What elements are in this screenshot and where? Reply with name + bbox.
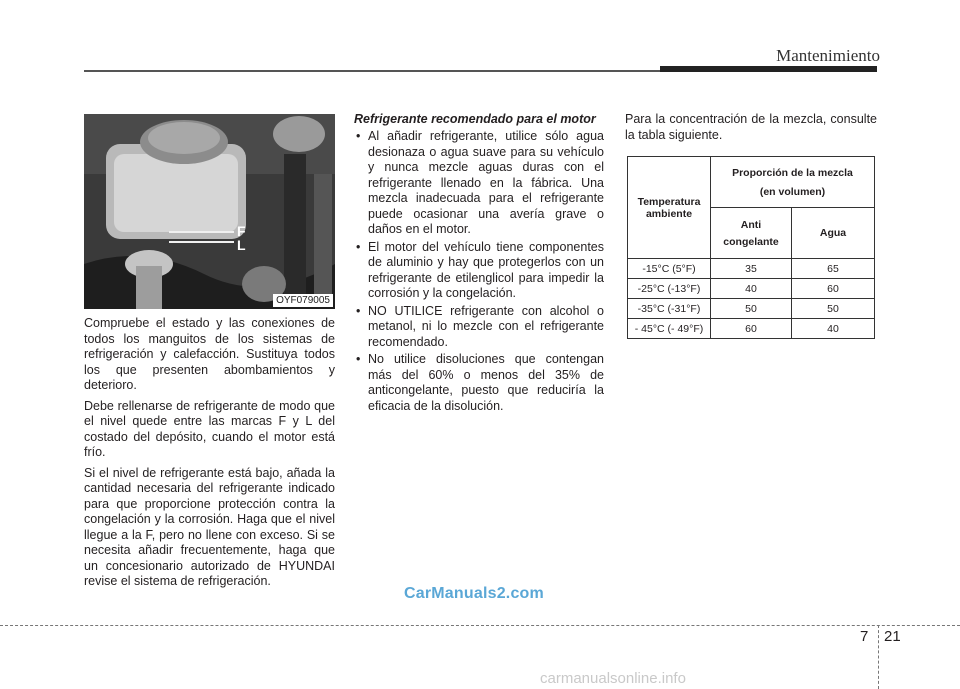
- header-rule: [84, 70, 664, 72]
- list-item: • El motor del vehículo tiene componentes de aluminio y hay que protegerlos con un refrigerante de etilenglicol para impedir la corrosión y la congelación.: [354, 240, 604, 302]
- marker-f-label: F: [237, 223, 246, 239]
- cell-water: 40: [792, 319, 875, 339]
- header-water: Agua: [792, 208, 875, 259]
- cell-antifreeze: 60: [711, 319, 792, 339]
- cell-antifreeze: 40: [711, 279, 792, 299]
- cell-temperature: -25°C (-13°F): [628, 279, 711, 299]
- header-antifreeze-line1: Anti: [740, 218, 762, 231]
- cell-temperature: - 45°C (- 49°F): [628, 319, 711, 339]
- middle-column: [354, 112, 604, 416]
- page-number-divider: [878, 625, 879, 689]
- list-item: • Al añadir refrigerante, utilice sólo agua desionaza o agua suave para su vehículo y nunca mezcle aguas duras con el refrigerante llenado en la fábrica. Una mezcla inadecuada para el refrigerante puede ocasionar una avería grave o daños en el motor.: [354, 129, 604, 238]
- header-proportion: [711, 157, 875, 208]
- page-number: 21: [884, 628, 901, 645]
- table-row: [628, 319, 875, 339]
- cell-water: 60: [792, 279, 875, 299]
- mixture-concentration-table: [627, 156, 875, 339]
- marker-l-label: L: [237, 237, 246, 253]
- recommended-coolant-heading: Refrigerante recomendado para el motor: [354, 112, 596, 126]
- list-item: • NO UTILICE refrigerante con alcohol o metanol, ni lo mezcle con el refrigerante recomendado.: [354, 304, 604, 351]
- engine-bay-illustration: [84, 114, 335, 309]
- header-temperature: Temperatura ambiente: [628, 157, 711, 259]
- paragraph-low-level: Si el nivel de refrigerante está bajo, añada la cantidad necesaria del refrigerante indicado para que proporcione protección contra la congelación y la corrosión. Haga que el nivel llegue a la F, pero no llene con exceso. Si se necesita añadir frecuentemente, haga que un concesionario autorizado de HYUNDAI revise el sistema de refrigeración.: [84, 465, 335, 588]
- cell-water: 65: [792, 259, 875, 279]
- coolant-bullet-list: [354, 129, 604, 414]
- header-proportion-line2: (en volumen): [759, 185, 826, 198]
- cell-antifreeze: 35: [711, 259, 792, 279]
- figure-code: OYF079005: [273, 294, 333, 307]
- section-number: 7: [860, 628, 869, 645]
- header-antifreeze-line2: congelante: [723, 235, 779, 248]
- header-proportion-line1: Proporción de la mezcla: [732, 166, 853, 179]
- list-item: • No utilice disoluciones que contengan más del 60% o menos del 35% de anticongelante, puesto que reduciría la eficacia de la disolución.: [354, 352, 604, 414]
- left-column: [84, 316, 335, 595]
- cell-water: 50: [792, 299, 875, 319]
- footer-divider: [0, 625, 960, 626]
- cell-antifreeze: 50: [711, 299, 792, 319]
- cell-temperature: -35°C (-31°F): [628, 299, 711, 319]
- table-row: [628, 299, 875, 319]
- table-intro: Para la concentración de la mezcla, consulte la tabla siguiente.: [625, 112, 877, 142]
- header-antifreeze: [711, 208, 792, 259]
- footer-watermark-link[interactable]: carmanualsonline.info: [540, 670, 686, 687]
- paragraph-fill-level: Debe rellenarse de refrigerante de modo que el nivel quede entre las marcas F y L del costado del depósito, cuando el motor está frío.: [84, 398, 335, 459]
- cell-temperature: -15°C (5°F): [628, 259, 711, 279]
- paragraph-hoses: Compruebe el estado y las conexiones de todos los manguitos de los sistemas de refrigeración y calefacción. Sustituya todos los que presenten abombamientos y deterioro.: [84, 316, 335, 392]
- header-rule-accent: [660, 66, 877, 72]
- coolant-reservoir-photo: [84, 114, 335, 309]
- table-row: [628, 259, 875, 279]
- watermark-link[interactable]: CarManuals2.com: [404, 585, 544, 602]
- table-row: [628, 279, 875, 299]
- right-column: [625, 112, 877, 148]
- section-title: Mantenimiento: [776, 46, 880, 65]
